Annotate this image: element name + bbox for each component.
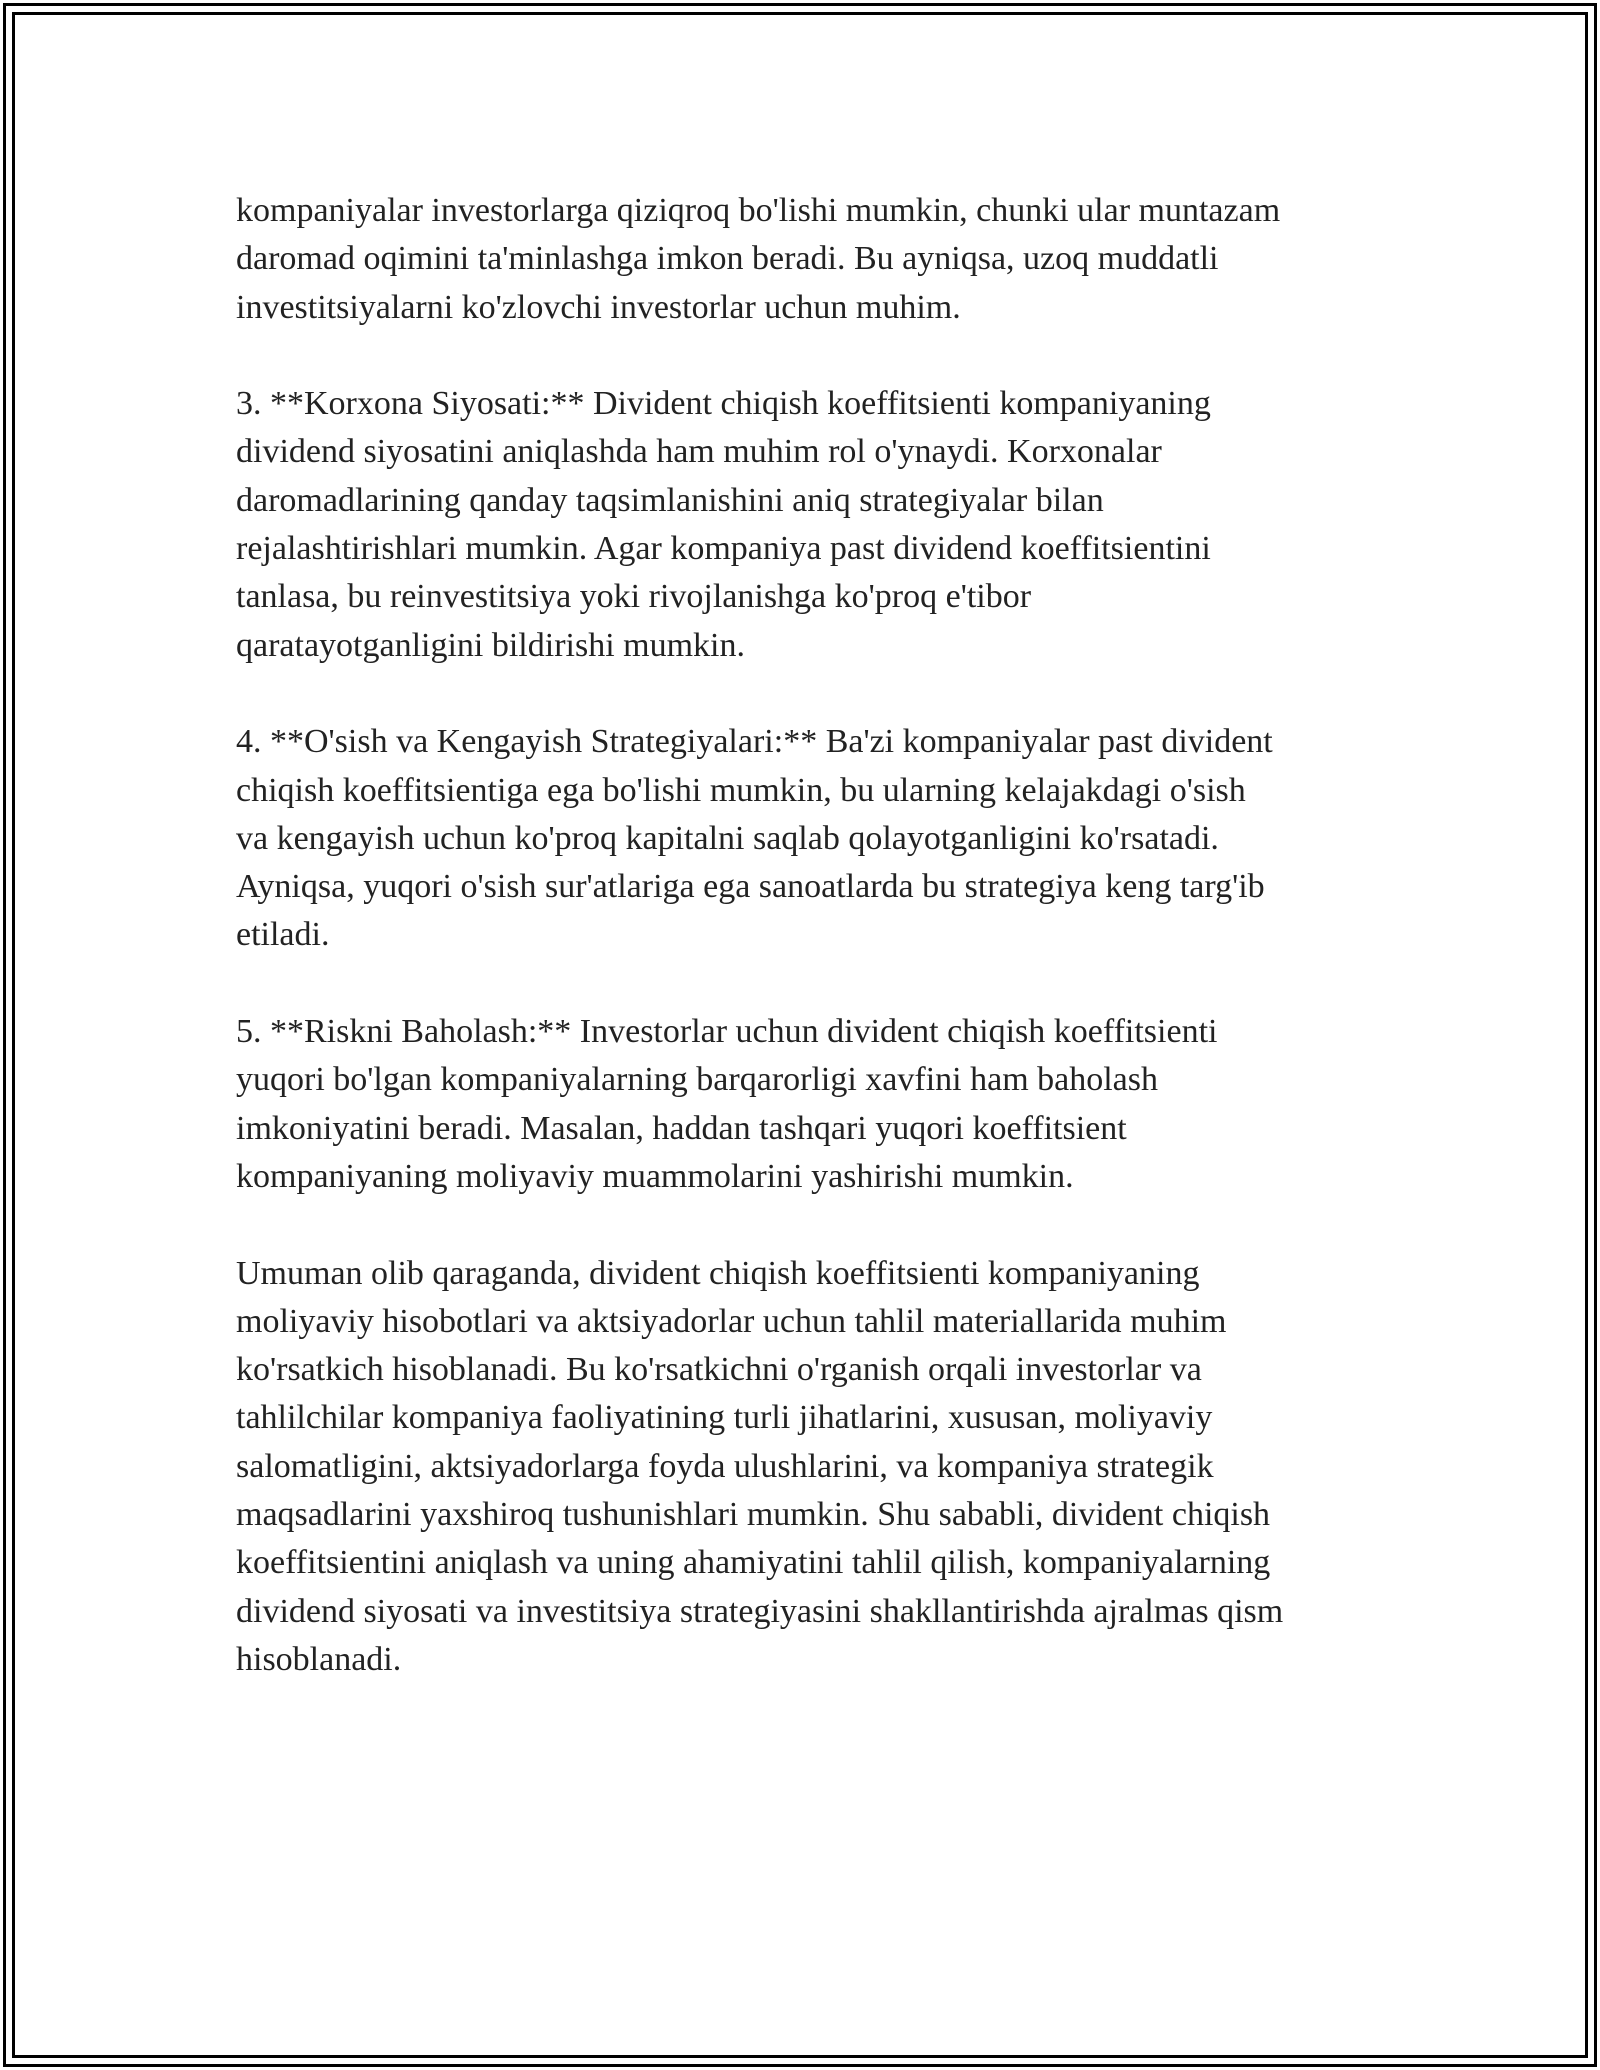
text-line: yuqori bo'lgan kompaniyalarning barqarorligi xavfini ham baholash <box>236 1061 1159 1099</box>
text-line: Ayniqsa, yuqori o'sish sur'atlariga ega sanoatlarda bu strategiya keng targ'ib <box>236 868 1265 906</box>
text-line: maqsadlarini yaxshiroq tushunishlari mumkin. Shu sababli, divident chiqish <box>236 1496 1271 1534</box>
text-line: rejalashtirishlari mumkin. Agar kompaniya past dividend koeffitsientini <box>236 530 1211 568</box>
text-line: investitsiyalarni ko'zlovchi investorlar uchun muhim. <box>236 288 961 326</box>
paragraph-item-3 <box>236 380 1376 670</box>
text-line: Umuman olib qaraganda, divident chiqish koeffitsienti kompaniyaning <box>236 1254 1200 1292</box>
text-line: chiqish koeffitsientiga ega bo'lishi mumkin, bu ularning kelajakdagi o'sish <box>236 771 1246 809</box>
text-line: tanlasa, bu reinvestitsiya yoki rivojlanishga ko'proq e'tibor <box>236 578 1032 616</box>
text-line: daromadlarining qanday taqsimlanishini aniq strategiyalar bilan <box>236 481 1104 519</box>
text-line: 4. **O'sish va Kengayish Strategiyalari:** Ba'zi kompaniyalar past divident <box>236 723 1273 761</box>
document-body <box>236 187 1376 1733</box>
text-line: daromad oqimini ta'minlashga imkon beradi. Bu ayniqsa, uzoq muddatli <box>236 240 1219 278</box>
text-line: kompaniyalar investorlarga qiziqroq bo'lishi mumkin, chunki ular muntazam <box>236 192 1281 229</box>
text-line: dividend siyosatini aniqlashda ham muhim rol o'ynaydi. Korxonalar <box>236 433 1162 471</box>
text-line: 5. **Riskni Baholash:** Investorlar uchun divident chiqish koeffitsienti <box>236 1013 1218 1051</box>
text-line: imkoniyatini beradi. Masalan, haddan tashqari yuqori koeffitsient <box>236 1109 1127 1147</box>
paragraph-intro-continuation <box>236 187 1376 332</box>
paragraph-item-4 <box>236 718 1376 959</box>
text-line: koeffitsientini aniqlash va uning ahamiyatini tahlil qilish, kompaniyalarning <box>236 1544 1271 1582</box>
text-line: kompaniyaning moliyaviy muammolarini yashirishi mumkin. <box>236 1157 1074 1195</box>
text-line: moliyaviy hisobotlari va aktsiyadorlar uchun tahlil materiallarida muhim <box>236 1302 1227 1340</box>
text-line: dividend siyosati va investitsiya strategiyasini shakllantirishda ajralmas qism <box>236 1592 1284 1630</box>
paragraph-item-5 <box>236 1008 1376 1201</box>
paragraph-conclusion <box>236 1250 1376 1685</box>
text-line: salomatligini, aktsiyadorlarga foyda ulushlarini, va kompaniya strategik <box>236 1447 1214 1485</box>
text-line: hisoblanadi. <box>236 1640 402 1678</box>
text-line: qaratayotganligini bildirishi mumkin. <box>236 626 745 664</box>
text-line: 3. **Korxona Siyosati:** Divident chiqish koeffitsienti kompaniyaning <box>236 385 1211 423</box>
text-line: ko'rsatkich hisoblanadi. Bu ko'rsatkichni o'rganish orqali investorlar va <box>236 1351 1202 1389</box>
text-line: tahlilchilar kompaniya faoliyatining turli jihatlarini, xususan, moliyaviy <box>236 1399 1213 1437</box>
text-line: va kengayish uchun ko'proq kapitalni saqlab qolayotganligini ko'rsatadi. <box>236 819 1219 857</box>
text-line: etiladi. <box>236 916 330 954</box>
